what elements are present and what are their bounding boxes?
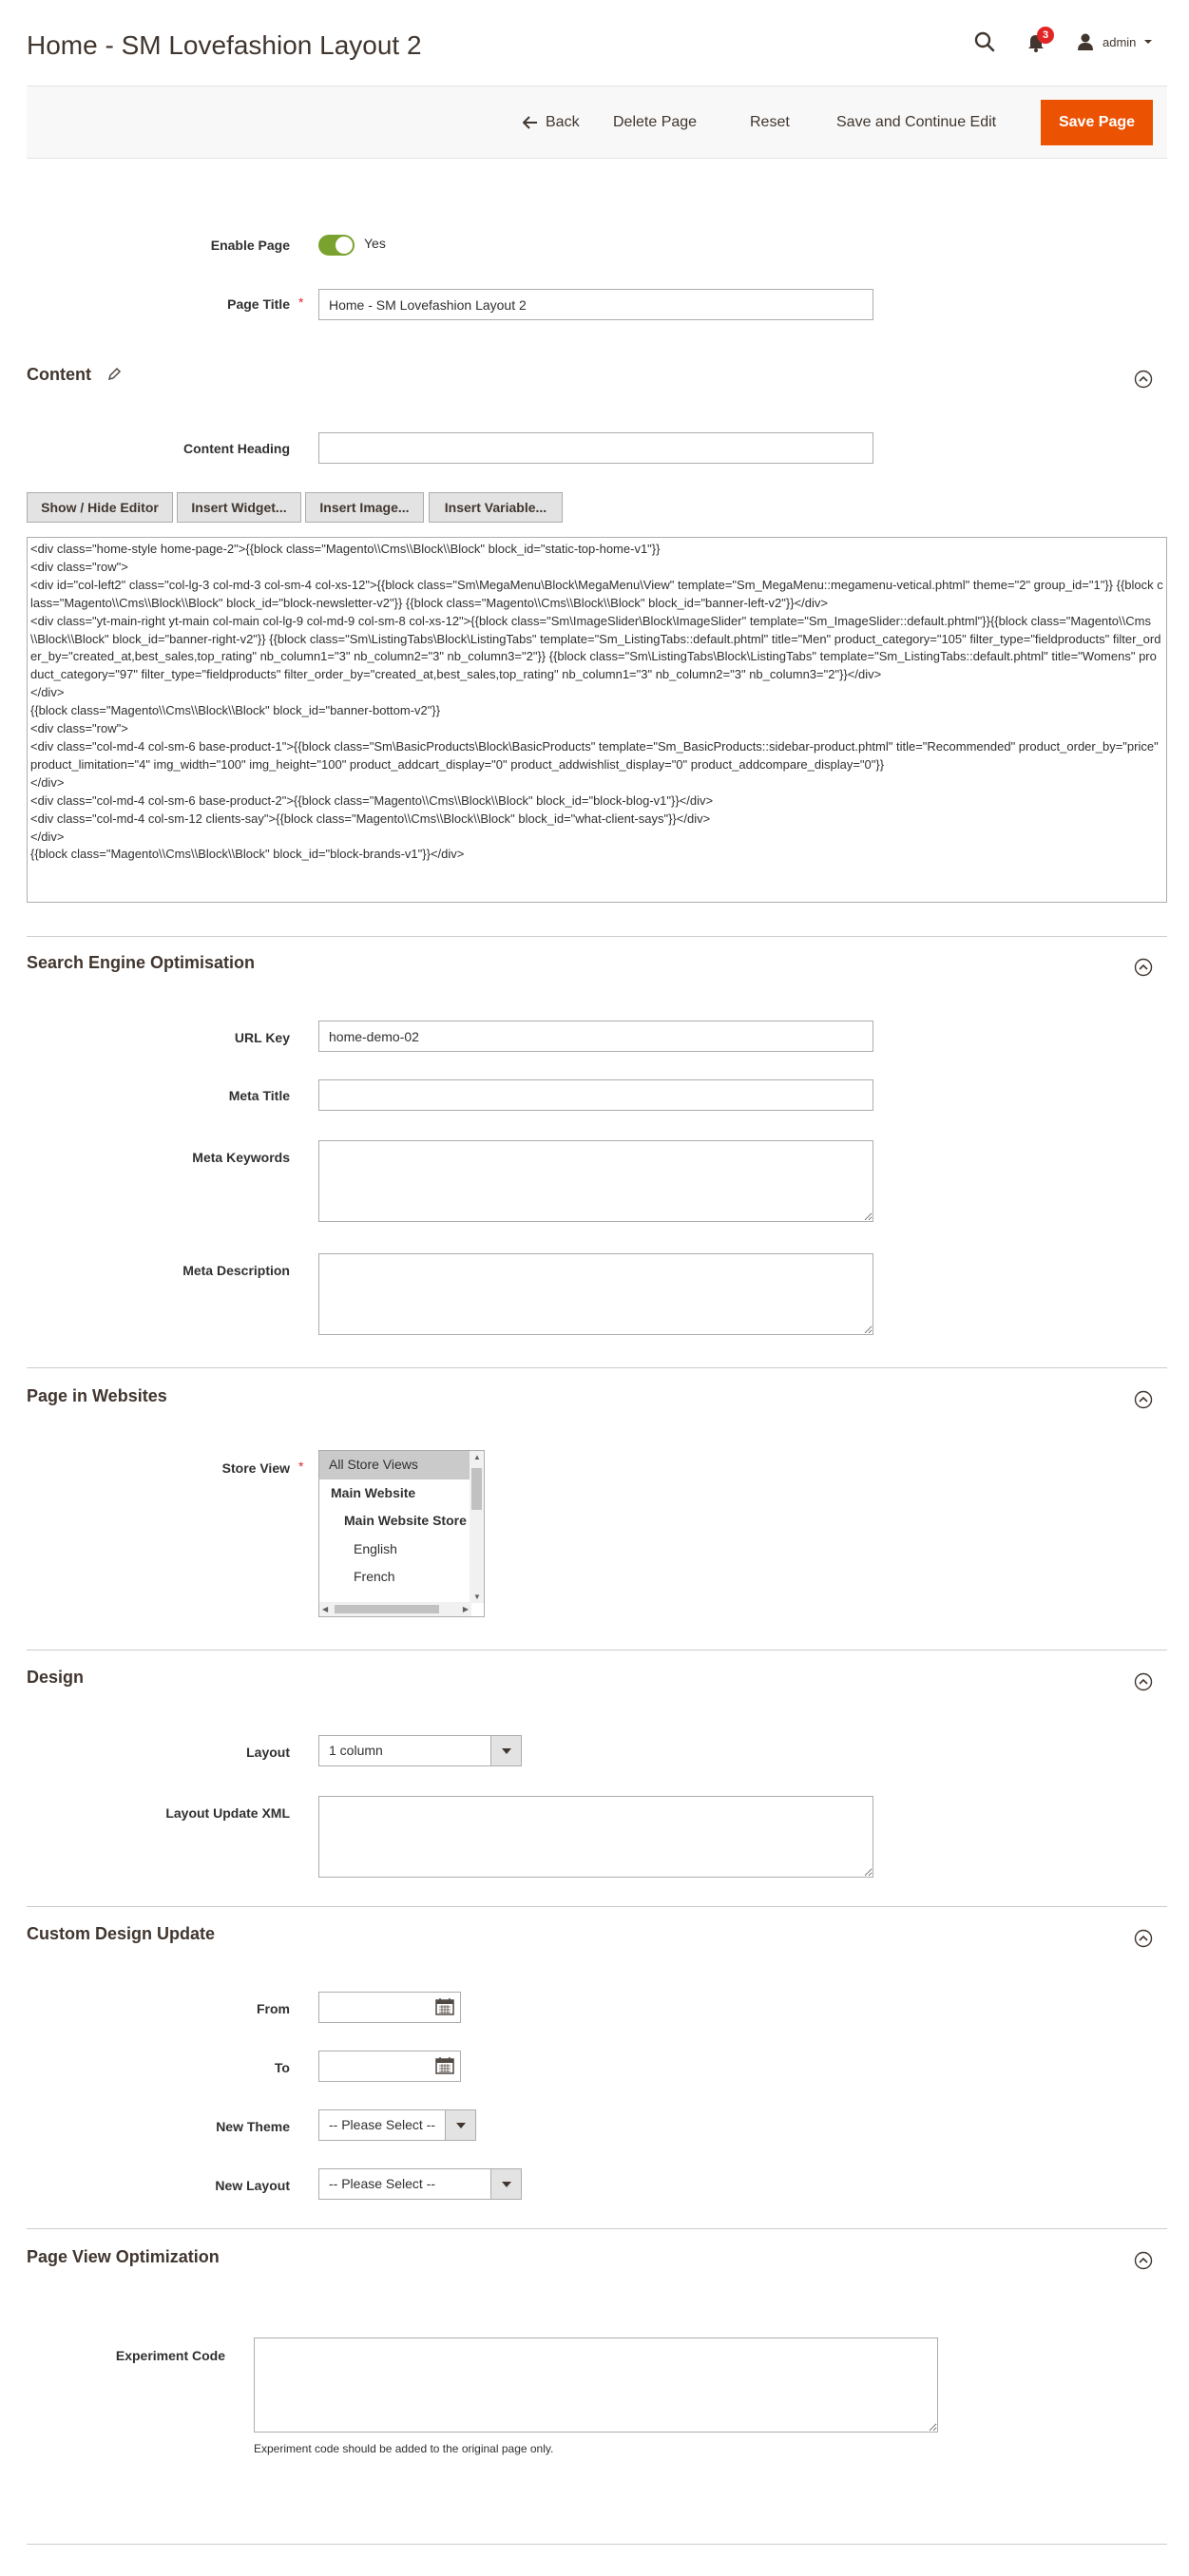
layout-label: Layout [246,1745,290,1760]
to-date-field [318,2051,461,2082]
back-button-label: Back [546,114,580,130]
code-line: {{block class="Magento\\Cms\\Block\\Block" block_id="block-brands-v1"}}</div> [30,847,465,862]
section-divider [27,936,1167,937]
code-line: </div> [30,829,65,844]
new-layout-select-value: -- Please Select -- [329,2176,436,2191]
code-line: <div class="yt-main-right yt-main col-main col-lg-9 col-md-9 col-sm-8 col-xs-12">{{block class="Sm\ImageSlider\Block\ImageSlider" template="Sm_ImageSlider::default.phtml"}}{{block class="Magento\\Cms\\Block\\Block" block_id="banner-right-v2"}} {{block class="Sm\ListingTabs\Block\ListingTabs" template="Sm_ListingTabs::default.phtml" title="Men" product_category="105" filter_type="fieldproducts" filter_order_by="created_at,best_sales,top_rating" nb_column1="3" nb_column2="3" nb_column3="2"}} {{block class="Sm\ListingTabs\Block\ListingTabs" template="Sm_ListingTabs::default.phtml" title="Womens" product_category="97" filter_type="fieldproducts" filter_order_by="created_at,best_sales,top_rating" nb_column1="3" nb_column2="3" nb_column3="2"}}</div> [30,613,1161,682]
websites-section-title: Page in Websites [27,1386,167,1405]
store-view-multiselect[interactable] [318,1450,485,1617]
select-arrow [490,2169,521,2199]
section-divider [27,1650,1167,1651]
layout-select[interactable] [318,1735,522,1766]
code-line: <div class="home-style home-page-2">{{block class="Magento\\Cms\\Block\\Block" block_id="static-top-home-v1"}} [30,542,661,556]
enable-page-toggle[interactable] [318,235,355,256]
required-marker: * [298,1459,304,1474]
section-divider [27,2544,1167,2545]
reset-button[interactable]: Reset [737,100,803,145]
code-line: <div class="row"> [30,721,128,736]
code-line: <div class="col-md-4 col-sm-12 clients-say">{{block class="Magento\\Cms\\Block\\Block" block_id="what-client-says"}}</div> [30,811,711,826]
save-page-button[interactable]: Save Page [1041,100,1153,145]
content-heading-input[interactable] [318,432,873,464]
caret-down-icon [502,1748,511,1754]
experiment-code-note: Experiment code should be added to the original page only. [254,2442,554,2455]
collapse-pvo-icon[interactable] [1134,2251,1153,2270]
caret-down-icon [1143,38,1153,46]
back-button[interactable] [509,100,593,145]
insert-variable-button[interactable]: Insert Variable... [429,492,563,523]
store-view-option[interactable]: English [354,1540,397,1556]
meta-keywords-label: Meta Keywords [192,1150,290,1165]
insert-widget-button[interactable]: Insert Widget... [177,492,301,523]
layout-update-xml-textarea[interactable] [318,1796,873,1878]
meta-description-label: Meta Description [182,1263,290,1278]
save-and-continue-button[interactable]: Save and Continue Edit [823,100,1009,145]
code-line: {{block class="Magento\\Cms\\Block\\Block" block_id="banner-bottom-v2"}} [30,703,441,718]
code-line: <div class="col-md-4 col-sm-6 base-product-1">{{block class="Sm\BasicProducts\Block\BasicProducts" template="Sm_BasicProducts::sidebar-product.phtml" title="Recommended" product_order_by="price" product_limitation="4" img_width="100" img_height="100" product_addcart_display="0" product_addwishlist_display="0" product_addcompare_display="0"}} [30,738,1162,772]
page-title-label: Page Title [227,296,290,312]
arrow-left-icon [523,116,538,129]
from-date-label: From [257,2001,290,2016]
code-line: </div> [30,774,65,790]
new-theme-select[interactable] [318,2109,476,2141]
section-divider [27,2228,1167,2229]
new-theme-label: New Theme [216,2119,290,2134]
notifications-count-badge: 3 [1037,27,1054,44]
caret-down-icon [502,2182,511,2187]
store-view-option[interactable]: Main Website Store [344,1513,467,1528]
layout-select-value: 1 column [329,1743,383,1758]
collapse-design-icon[interactable] [1134,1672,1153,1691]
collapse-seo-icon[interactable] [1134,958,1153,977]
url-key-input[interactable] [318,1021,873,1052]
section-divider [27,1367,1167,1368]
delete-page-button[interactable]: Delete Page [600,100,710,145]
admin-user-menu[interactable] [1076,27,1153,57]
admin-username: admin [1103,34,1137,49]
experiment-code-label: Experiment Code [115,2348,225,2363]
experiment-code-textarea[interactable] [254,2337,938,2433]
enable-page-label: Enable Page [210,238,290,253]
meta-description-textarea[interactable] [318,1253,873,1335]
store-view-option[interactable]: All Store Views [319,1451,484,1479]
collapse-websites-icon[interactable] [1134,1390,1153,1409]
vertical-scrollbar[interactable]: ▲ ▼ [470,1451,484,1603]
search-icon [969,27,1000,57]
store-view-label: Store View [221,1460,290,1476]
global-search-button[interactable] [969,27,1000,57]
calendar-icon[interactable] [434,2056,455,2075]
enable-page-value: Yes [364,236,386,251]
new-theme-select-value: -- Please Select -- [329,2117,436,2132]
new-layout-label: New Layout [215,2178,290,2193]
page-title: Home - SM Lovefashion Layout 2 [27,30,422,60]
insert-image-button[interactable]: Insert Image... [305,492,424,523]
seo-section-title: Search Engine Optimisation [27,953,256,972]
horizontal-scrollbar[interactable]: ◀ ▶ [319,1602,471,1616]
pencil-icon[interactable] [106,367,122,382]
custom-design-section-title: Custom Design Update [27,1924,216,1943]
store-view-option[interactable]: Main Website [331,1484,416,1500]
caret-down-icon [456,2123,466,2128]
to-date-label: To [274,2060,290,2075]
from-date-field [318,1992,461,2023]
code-line: <div id="col-left2" class="col-lg-3 col-md-3 col-sm-4 col-xs-12">{{block class="Sm\MegaMenu\Block\MegaMenu\View" template="Sm_MegaMenu::megamenu-vetical.phtml" theme="2" group_id="1"}} {{block class="Magento\\Cms\\Block\\Block" block_id="block-newsletter-v2"}} {{block class="Magento\\Cms\\Block\\Block" block_id="banner-left-v2"}}</div> [30,577,1163,610]
code-line: </div> [30,685,65,700]
url-key-label: URL Key [234,1030,290,1045]
meta-keywords-textarea[interactable] [318,1140,873,1222]
user-icon [1076,32,1095,51]
select-arrow [445,2110,475,2140]
new-layout-select[interactable] [318,2168,522,2200]
page-title-input[interactable] [318,289,873,320]
notifications-button[interactable] [1022,27,1052,57]
content-html-editor[interactable] [27,537,1167,903]
content-heading-label: Content Heading [183,441,290,456]
page-actions-toolbar [27,86,1167,159]
required-marker: * [298,295,304,310]
calendar-icon[interactable] [434,1997,455,2016]
section-divider [27,1906,1167,1907]
select-arrow [490,1736,521,1765]
code-line: <div class="col-md-4 col-sm-6 base-product-2">{{block class="Magento\\Cms\\Block\\Block" block_id="block-blog-v1"}}</div> [30,792,714,808]
store-view-option[interactable]: French [354,1569,395,1584]
layout-update-xml-label: Layout Update XML [165,1805,290,1821]
code-line: <div class="row"> [30,559,128,574]
collapse-content-icon[interactable] [1134,370,1153,389]
meta-title-input[interactable] [318,1079,873,1111]
pvo-section-title: Page View Optimization [27,2247,220,2266]
show-hide-editor-button[interactable]: Show / Hide Editor [27,492,173,523]
meta-title-label: Meta Title [228,1088,290,1103]
design-section-title: Design [27,1668,85,1687]
content-section-title: Content [27,365,91,384]
collapse-custom-design-icon[interactable] [1134,1929,1153,1948]
